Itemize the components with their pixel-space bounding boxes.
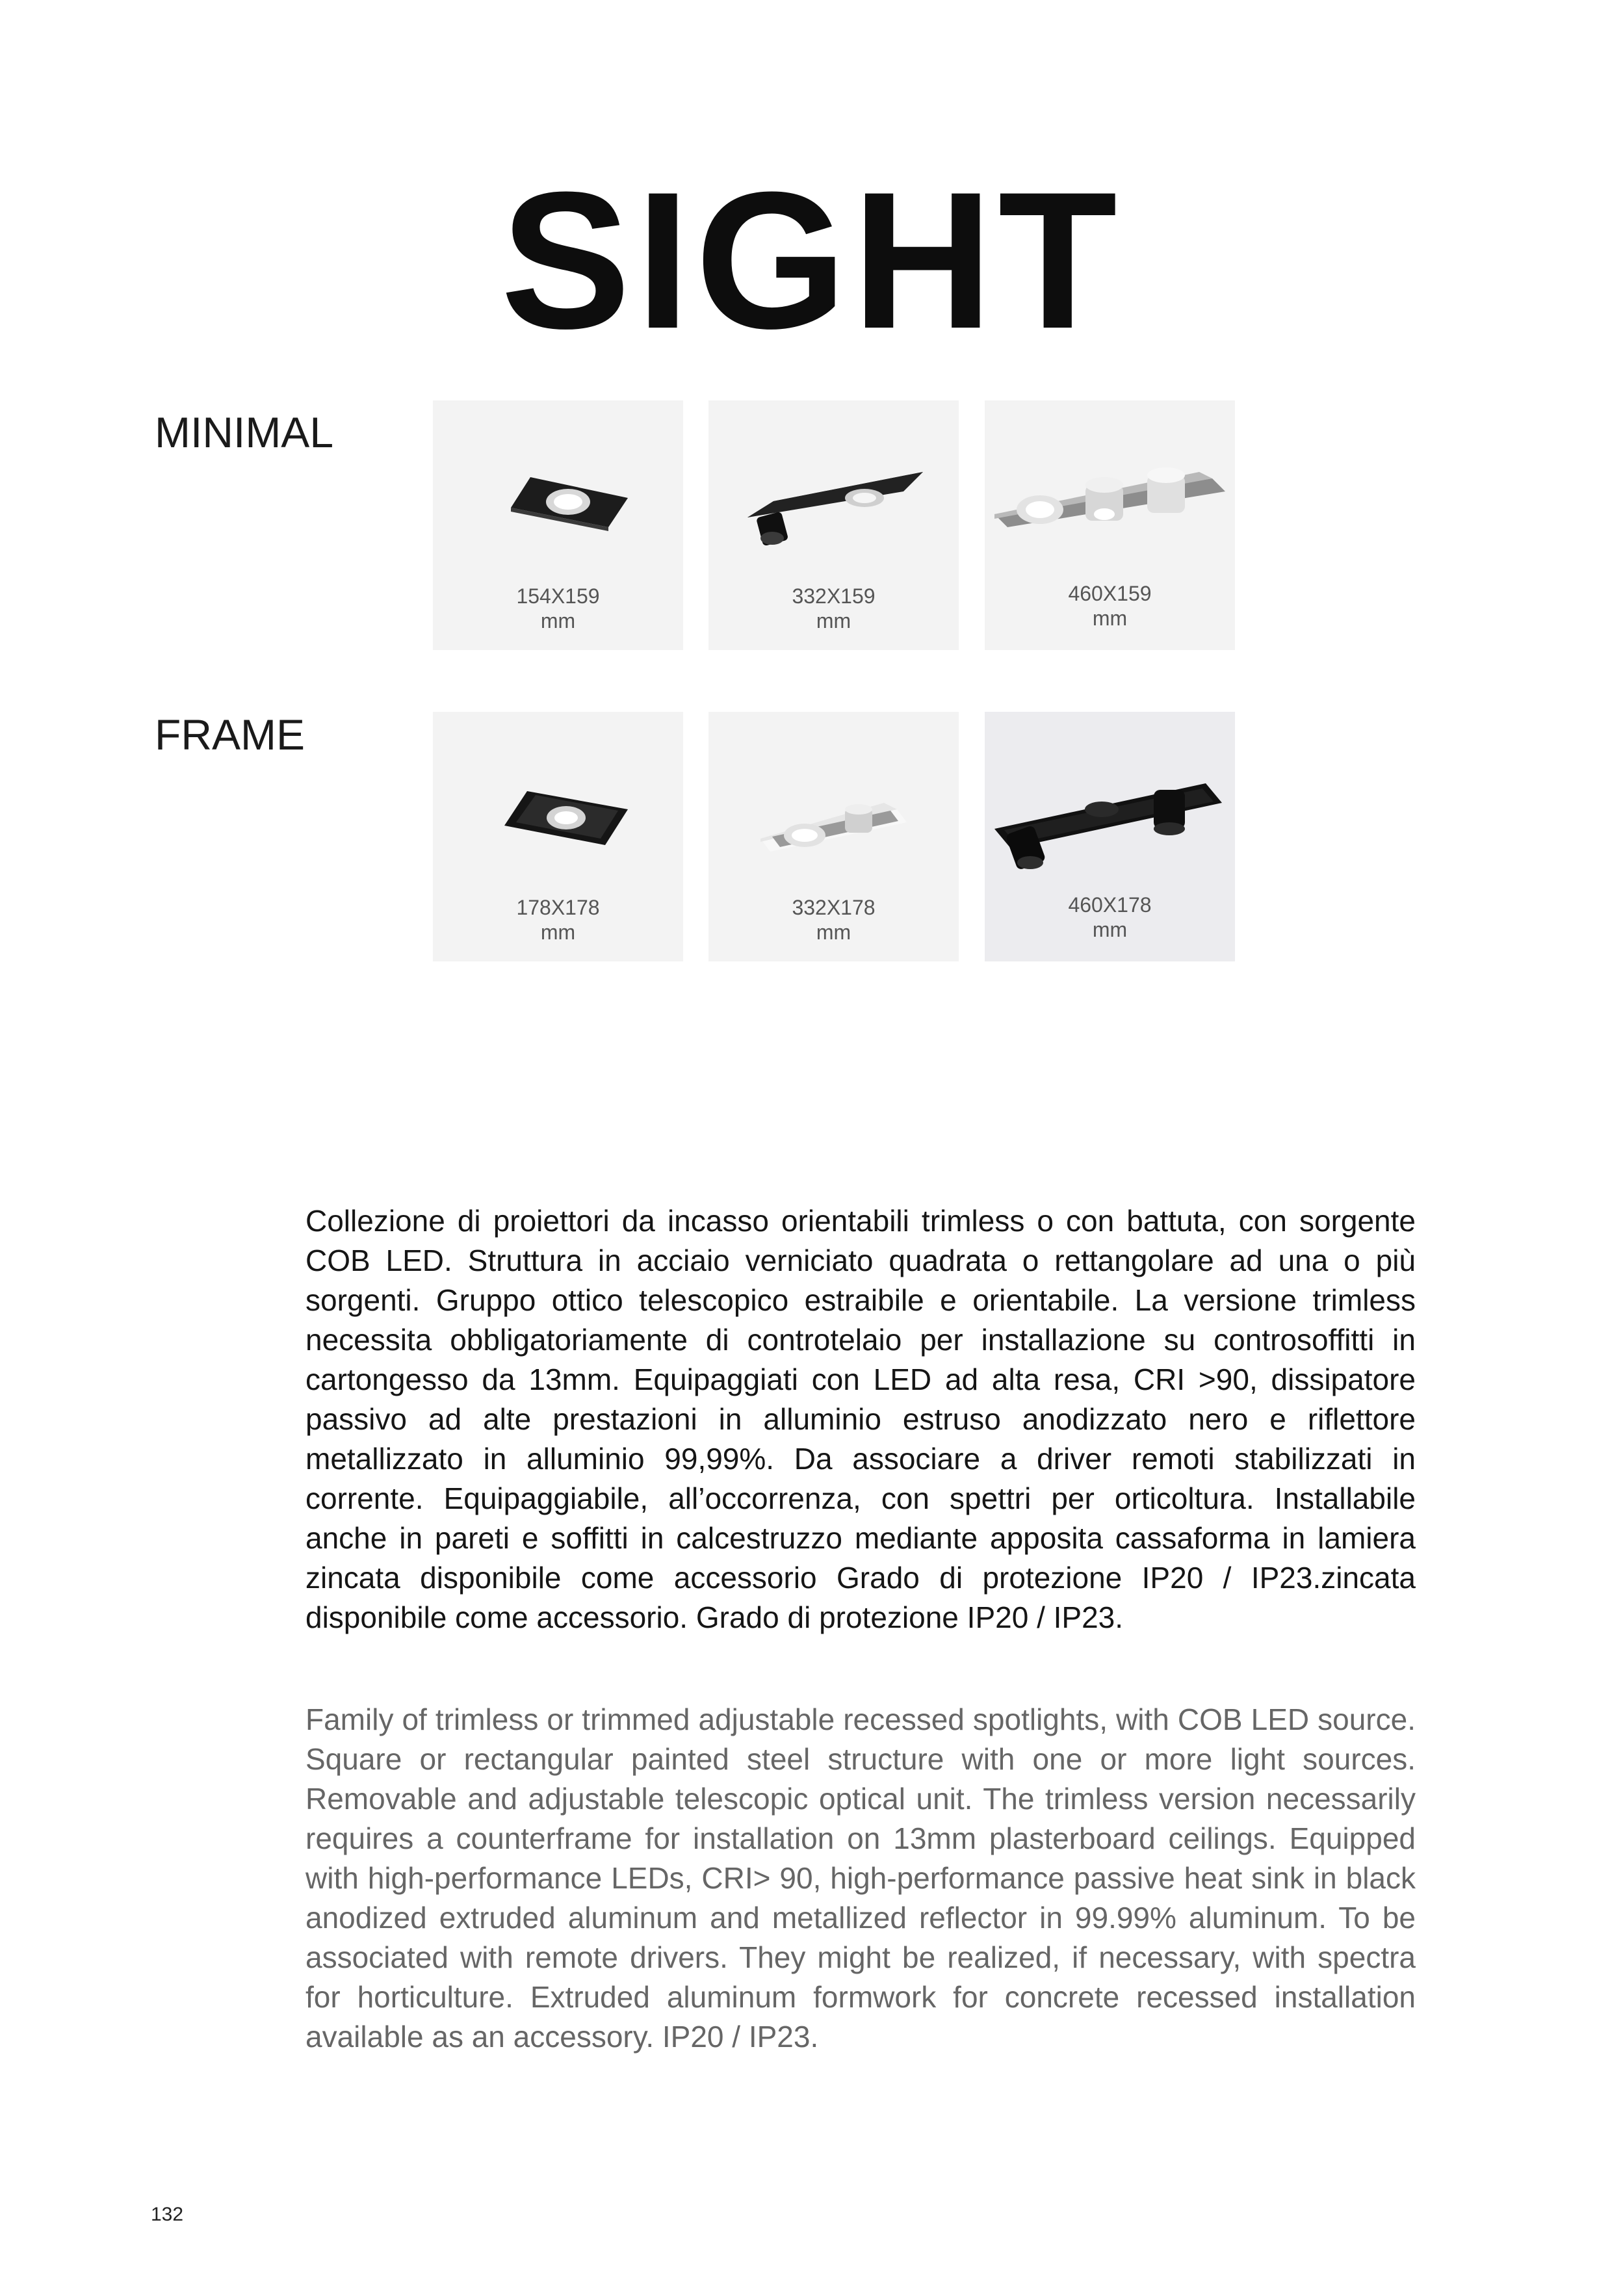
product-size: 460X178 [1068, 893, 1152, 917]
double-spot-white-frame-icon [708, 712, 959, 881]
single-spot-black-trimless-icon [433, 400, 683, 569]
description-english: Family of trimless or trimmed adjustable recessed spotlights, with COB LED source. Square or rectangular painted steel structure with one or more light sources. Removable and adjustable telescopic optical unit. The trimless version necessarily requires a counterframe for installation on 13mm plasterboard ceilings. Equipped with high-performance LEDs, CRI> 90, high-performance passive heat sink in black anodized extruded aluminum and metallized reflector in 99.99% aluminum. To be associated with remote drivers. They might be realized, if necessary, with spectra for horticulture. Extruded aluminum formwork for concrete recessed installation available as an accessory. IP20 / IP23. [305, 1702, 1416, 2054]
product-size: 154X159 [516, 584, 600, 608]
description-italian: Collezione di proiettori da incasso orientabili trimless o con battuta, con sorgente COB LED. Struttura in acciaio verniciato quadrata o rettangolare ad una o più sorgenti. Gruppo ottico telescopico estraibile e orientabile. La versione trimless necessita obbligatoriamente di controtelaio per installazione su controsoffitti in cartongesso da 13mm. Equipaggiati con LED ad alta resa, CRI >90, dissipatore passivo ad alte prestazioni in alluminio estruso anodizzato nero e riflettore metallizzato in alluminio 99,99%. Da associare a driver remoti stabilizzati in corrente. Equipaggiabile, all’occorrenza, con spettri per orticoltura. Installabile anche in pareti e soffitti in calcestruzzo mediante apposita cassaforma in lamiera zincata disponibile come accessorio Grado di protezione IP20 / IP23.zincata disponibile come accessorio. Grado di protezione IP20 / IP23. [305, 1204, 1416, 1634]
triple-spot-black-frame-icon [985, 712, 1235, 881]
product-tile-frame-178x178[interactable] [433, 712, 683, 961]
product-unit: mm [540, 920, 576, 944]
product-unit: mm [1092, 607, 1128, 630]
product-size: 332X178 [792, 896, 876, 919]
product-tile-minimal-332x159[interactable] [708, 400, 959, 650]
triple-spot-grey-trimless-icon [985, 400, 1235, 569]
page-number: 132 [151, 2204, 184, 2225]
product-unit: mm [816, 609, 851, 633]
single-spot-black-frame-icon [433, 712, 683, 881]
section-label-minimal: MINIMAL [155, 408, 334, 456]
product-tile-minimal-460x159[interactable] [985, 400, 1235, 650]
product-tile-minimal-154x159[interactable] [433, 400, 683, 650]
product-tile-frame-460x178[interactable] [985, 712, 1235, 961]
page-title: SIGHT [500, 151, 1123, 369]
section-label-frame: FRAME [155, 711, 305, 759]
product-size: 178X178 [516, 896, 600, 919]
product-unit: mm [540, 609, 576, 633]
product-size: 332X159 [792, 584, 876, 608]
product-unit: mm [816, 920, 851, 944]
product-tile-frame-332x178[interactable] [708, 712, 959, 961]
product-unit: mm [1092, 918, 1128, 941]
double-spot-black-trimless-icon [708, 400, 959, 569]
product-size: 460X159 [1068, 582, 1152, 605]
